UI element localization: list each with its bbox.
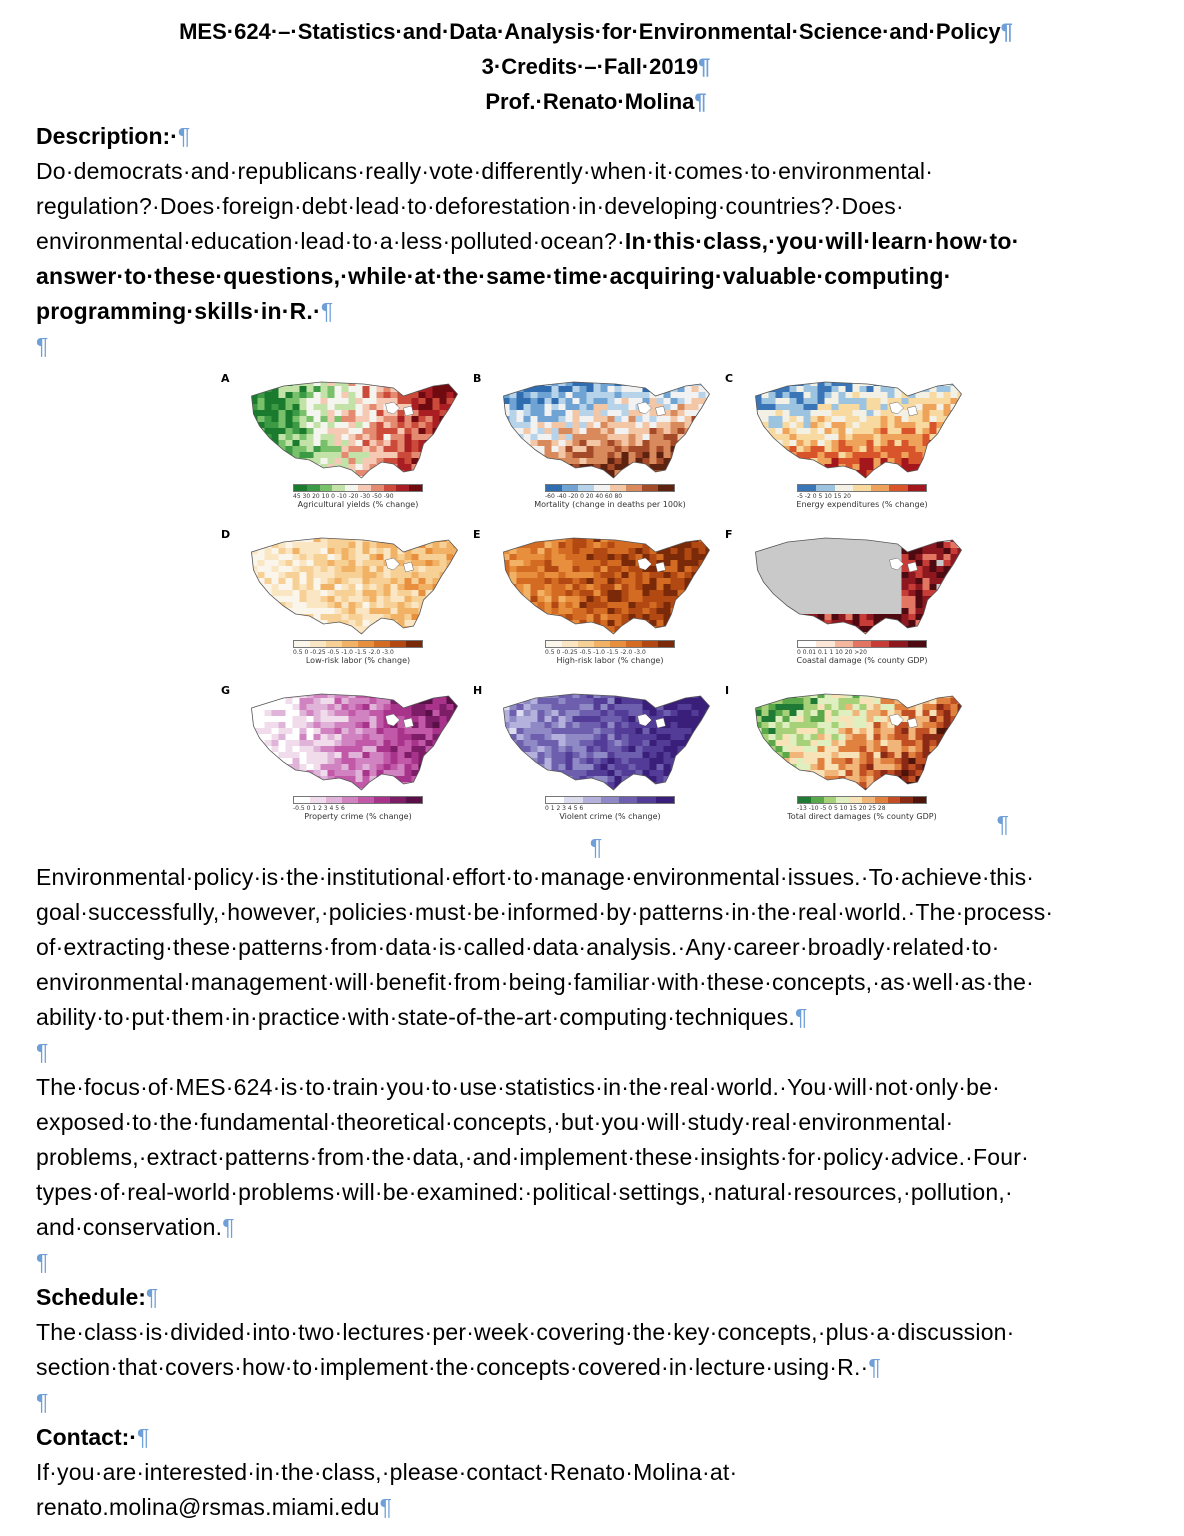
- legend-swatch: [642, 485, 658, 491]
- legend-swatch: [396, 485, 409, 491]
- legend-swatch: [406, 797, 422, 803]
- pilcrow-mark: ¶: [868, 1354, 881, 1380]
- panel-letter: G: [221, 684, 231, 697]
- legend-ticks: 45 30 20 10 0 -10 -20 -30 -50 -90: [293, 493, 394, 500]
- legend-swatch: [798, 485, 816, 491]
- legend-swatch: [310, 641, 326, 647]
- legend-ticks: -5 -2 0 5 10 15 20: [797, 493, 851, 500]
- legend-ticks: 0 1 2 3 4 5 6: [545, 805, 584, 812]
- legend-ticks: -13 -10 -5 0 5 10 15 20 25 28: [797, 805, 886, 812]
- legend-swatch: [658, 485, 674, 491]
- legend-caption: Property crime (% change): [304, 812, 412, 821]
- contact-email[interactable]: renato.molina@rsmas.miami.edu: [36, 1494, 380, 1520]
- legend-swatch: [332, 485, 345, 491]
- map-panel-c: [725, 372, 977, 527]
- legend-swatch: [546, 485, 562, 491]
- panel-letter: H: [473, 684, 483, 697]
- empty-paragraph: ¶: [36, 1389, 49, 1415]
- us-county-map: [745, 686, 970, 794]
- pilcrow-mark: ¶: [320, 298, 334, 324]
- climate-impact-maps-figure: [221, 368, 1009, 838]
- map-panel-i: [725, 684, 977, 839]
- course-title: [36, 14, 1156, 119]
- legend-swatch: [610, 485, 626, 491]
- legend-swatch: [862, 797, 875, 803]
- us-county-map: [493, 530, 718, 638]
- legend-swatch: [900, 797, 913, 803]
- panel-letter: A: [221, 372, 230, 385]
- legend-ticks: 0.5 0 -0.25 -0.5 -1.0 -1.5 -2.0 -3.0: [293, 649, 394, 656]
- legend-swatch: [374, 797, 390, 803]
- legend-swatch: [390, 797, 406, 803]
- pilcrow-mark: ¶: [1000, 19, 1013, 44]
- legend-swatch: [871, 641, 889, 647]
- us-county-map: [493, 686, 718, 794]
- description-paragraph: Do·democrats·and·republicans·really·vote·differently·when·it·comes·to·environmental· regulation?·Does·foreign·debt·lead·to·deforestation·in·developing·countries?·Does· environmental·education·lead·to·a·less·polluted·ocean?·In·this·class,·you·will·learn·how·to· answer·to·these·questions,·while·at·the·same·time·acquiring·valuable·computing· programming·skills·in·R.·¶: [36, 158, 1020, 324]
- legend-swatch: [371, 485, 384, 491]
- legend-swatch: [619, 797, 637, 803]
- map-legend: [787, 796, 937, 821]
- panel-letter: C: [725, 372, 734, 385]
- legend-swatch: [294, 797, 310, 803]
- contact-paragraph: If·you·are·interested·in·the·class,·please·contact·Renato·Molina·at· renato.molina@rsmas.miami.edu¶: [36, 1459, 738, 1520]
- panel-letter: I: [725, 684, 730, 697]
- legend-color-bar: [545, 640, 675, 648]
- title-line-1: MES·624·–·Statistics·and·Data·Analysis·for·Environmental·Science·and·Policy¶: [179, 19, 1013, 44]
- legend-swatch: [908, 641, 926, 647]
- legend-swatch: [637, 797, 655, 803]
- schedule-heading: Schedule:¶: [36, 1284, 159, 1310]
- legend-caption: Agricultural yields (% change): [297, 500, 419, 509]
- legend-swatch: [307, 485, 320, 491]
- legend-swatch: [908, 485, 926, 491]
- description-heading: Description:·¶: [36, 123, 191, 149]
- legend-caption: Coastal damage (% county GDP): [796, 656, 928, 665]
- panel-letter: B: [473, 372, 482, 385]
- legend-swatch: [594, 485, 610, 491]
- legend-swatch: [642, 641, 658, 647]
- legend-ticks: -0.5 0 1 2 3 4 5 6: [293, 805, 345, 812]
- legend-swatch: [294, 485, 307, 491]
- us-county-map: [241, 686, 466, 794]
- legend-swatch: [374, 641, 390, 647]
- legend-caption: Total direct damages (% county GDP): [787, 812, 937, 821]
- legend-swatch: [358, 641, 374, 647]
- map-legend: [293, 640, 423, 665]
- legend-swatch: [824, 797, 837, 803]
- legend-swatch: [342, 641, 358, 647]
- legend-swatch: [835, 485, 853, 491]
- legend-swatch: [889, 485, 907, 491]
- pilcrow-mark: ¶: [177, 123, 191, 149]
- legend-caption: Energy expenditures (% change): [796, 500, 928, 509]
- legend-swatch: [583, 797, 601, 803]
- legend-ticks: -60 -40 -20 0 20 40 60 80: [545, 493, 623, 500]
- legend-swatch: [294, 641, 310, 647]
- legend-swatch: [562, 641, 578, 647]
- legend-ticks: 0.5 0 -0.25 -0.5 -1.0 -1.5 -2.0 -3.0: [545, 649, 646, 656]
- map-panel-d: [221, 528, 473, 683]
- map-legend: [293, 796, 423, 821]
- title-line-2: 3·Credits·–·Fall·2019¶: [481, 54, 711, 79]
- legend-caption: Violent crime (% change): [559, 812, 661, 821]
- map-legend: [797, 640, 927, 665]
- legend-swatch: [546, 641, 562, 647]
- map-panel-e: [473, 528, 725, 683]
- legend-swatch: [816, 641, 834, 647]
- legend-swatch: [546, 797, 564, 803]
- map-panel-a: [221, 372, 473, 527]
- legend-swatch: [913, 797, 926, 803]
- us-county-map: [493, 374, 718, 482]
- legend-swatch: [578, 485, 594, 491]
- policy-paragraph: Environmental·policy·is·the·institutional·effort·to·manage·environmental·issues.·To·achieve·this· goal·successfully,·however,·policies·must·be·informed·by·patterns·in·the·real·world.·The·process· of·extracting·these·patterns·from·data·is·called·data·analysis.·Any·career·broadly·related·to· environmental·management·will·benefit·from·being·familiar·with·these·concepts,·as·well·as·the· ability·to·put·them·in·practice·with·state-of-the-art·computing·techniques.¶: [36, 864, 1054, 1030]
- panel-letter: E: [473, 528, 481, 541]
- map-legend: [293, 484, 423, 509]
- legend-swatch: [594, 641, 610, 647]
- pilcrow-mark: ¶: [136, 1424, 150, 1450]
- legend-color-bar: [797, 796, 927, 804]
- pilcrow-mark: ¶: [996, 811, 1009, 837]
- document-page: [36, 14, 1156, 1525]
- legend-caption: High-risk labor (% change): [556, 656, 664, 665]
- us-county-map: [241, 374, 466, 482]
- pilcrow-mark: ¶: [794, 1004, 808, 1030]
- legend-swatch: [358, 485, 371, 491]
- pilcrow-mark: ¶: [694, 89, 707, 114]
- contact-heading: Contact:·¶: [36, 1424, 150, 1450]
- legend-swatch: [610, 641, 626, 647]
- us-county-map: [745, 374, 970, 482]
- legend-swatch: [358, 797, 374, 803]
- legend-color-bar: [797, 484, 927, 492]
- legend-color-bar: [797, 640, 927, 648]
- focus-paragraph: The·focus·of·MES·624·is·to·train·you·to·use·statistics·in·the·real·world.·You·will·not·only·be· exposed·to·the·fundamental·theoretical·concepts,·but·you·will·study·real·environmental· problems,·extract·patterns·from·the·data,·and·implement·these·insights·for·policy·advice.·Four· types·of·real-world·problems·will·be·examined:·political·settings,·natural·resources,·pollution,· and·conservation.¶: [36, 1074, 1029, 1240]
- legend-swatch: [816, 485, 834, 491]
- legend-swatch: [626, 485, 642, 491]
- legend-swatch: [871, 485, 889, 491]
- map-legend: [797, 484, 927, 509]
- legend-swatch: [849, 797, 862, 803]
- map-panel-h: [473, 684, 725, 839]
- map-legend: [534, 484, 686, 509]
- pilcrow-mark: ¶: [379, 1494, 393, 1520]
- map-legend: [545, 796, 675, 821]
- legend-swatch: [345, 485, 358, 491]
- legend-swatch: [384, 485, 397, 491]
- legend-caption: Low-risk labor (% change): [305, 656, 411, 665]
- legend-color-bar: [545, 484, 675, 492]
- legend-swatch: [835, 641, 853, 647]
- legend-color-bar: [293, 484, 423, 492]
- legend-swatch: [601, 797, 619, 803]
- legend-swatch: [656, 797, 674, 803]
- empty-paragraph: ¶: [36, 1039, 49, 1065]
- legend-swatch: [811, 797, 824, 803]
- legend-swatch: [798, 797, 811, 803]
- legend-swatch: [320, 485, 333, 491]
- empty-paragraph: ¶: [36, 1249, 49, 1275]
- legend-swatch: [875, 797, 888, 803]
- schedule-paragraph: The·class·is·divided·into·two·lectures·per·week·covering·the·key·concepts,·plus·a·discussion· section·that·covers·how·to·implement·the·concepts·covered·in·lecture·using·R.·¶: [36, 1319, 1015, 1380]
- legend-swatch: [564, 797, 582, 803]
- legend-swatch: [658, 641, 674, 647]
- legend-swatch: [626, 641, 642, 647]
- legend-swatch: [578, 641, 594, 647]
- legend-swatch: [888, 797, 901, 803]
- title-line-3: Prof.·Renato·Molina¶: [485, 89, 707, 114]
- legend-swatch: [326, 797, 342, 803]
- map-panel-b: [473, 372, 725, 527]
- legend-swatch: [889, 641, 907, 647]
- us-county-map: [241, 530, 466, 638]
- legend-color-bar: [293, 796, 423, 804]
- legend-swatch: [409, 485, 422, 491]
- pilcrow-mark: ¶: [698, 54, 711, 79]
- pilcrow-mark: ¶: [222, 1214, 235, 1240]
- legend-swatch: [853, 485, 871, 491]
- legend-caption: Mortality (change in deaths per 100k): [534, 500, 686, 509]
- legend-swatch: [390, 641, 406, 647]
- map-panel-g: [221, 684, 473, 839]
- legend-swatch: [562, 485, 578, 491]
- legend-swatch: [342, 797, 358, 803]
- legend-swatch: [836, 797, 849, 803]
- legend-ticks: 0 0.01 0.1 1 10 20 >20: [797, 649, 867, 656]
- map-panel-f: [725, 528, 977, 683]
- empty-paragraph: ¶: [589, 834, 603, 860]
- panel-letter: D: [221, 528, 231, 541]
- map-legend: [545, 640, 675, 665]
- panel-letter: F: [725, 528, 733, 541]
- legend-color-bar: [293, 640, 423, 648]
- us-county-map: [745, 530, 970, 638]
- legend-swatch: [310, 797, 326, 803]
- legend-swatch: [326, 641, 342, 647]
- empty-paragraph: ¶: [36, 333, 49, 359]
- legend-swatch: [406, 641, 422, 647]
- legend-swatch: [798, 641, 816, 647]
- legend-color-bar: [545, 796, 675, 804]
- legend-swatch: [853, 641, 871, 647]
- pilcrow-mark: ¶: [145, 1284, 159, 1310]
